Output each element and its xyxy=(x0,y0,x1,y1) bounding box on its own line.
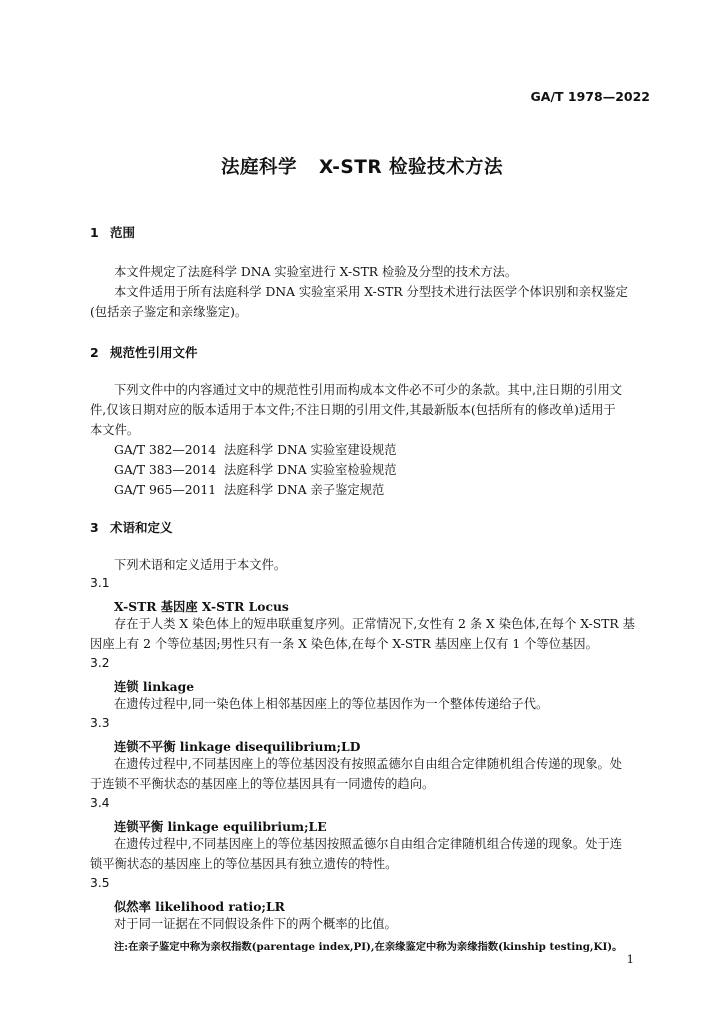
section3-number: 3 xyxy=(90,520,99,535)
section3-intro: 下列术语和定义适用于本文件。 xyxy=(114,558,287,572)
reference-title: 法庭科学 DNA 实验室建设规范 xyxy=(224,443,397,457)
section1-para2-line1: 本文件适用于所有法庭科学 DNA 实验室采用 X-STR 分型技术进行法医学个体识别和亲权鉴定 xyxy=(114,285,628,299)
term-definition-line2: 锁平衡状态的基因座上的等位基因具有独立遗传的特性。 xyxy=(90,857,398,871)
term-definition-line2: 因座上有 2 个等位基因;男性只有一条 X 染色体,在每个 X-STR 基因座上仅有 1 个等位基因。 xyxy=(90,637,598,651)
term-name: 连锁不平衡 linkage disequilibrium;LD xyxy=(114,739,361,754)
title-part1: 法庭科学 xyxy=(220,157,297,178)
section2-number: 2 xyxy=(90,345,99,360)
reference-code: GA/T 382—2014 xyxy=(114,443,217,457)
term-number: 3.3 xyxy=(90,716,110,730)
reference-item xyxy=(114,440,397,460)
document-title xyxy=(0,153,724,179)
section2-para-line2: 件,仅该日期对应的版本适用于本文件;不注日期的引用文件,其最新版本(包括所有的修改单)适用于 xyxy=(90,403,616,417)
term-number: 3.4 xyxy=(90,796,110,810)
reference-code: GA/T 965—2011 xyxy=(114,483,217,497)
section3-title: 术语和定义 xyxy=(110,520,173,535)
reference-code: GA/T 383—2014 xyxy=(114,463,217,477)
reference-item xyxy=(114,480,384,500)
section2-title: 规范性引用文件 xyxy=(110,345,198,360)
term-definition-line1: 在遗传过程中,不同基因座上的等位基因没有按照孟德尔自由组合定律随机组合传递的现象。处 xyxy=(114,757,623,771)
reference-item xyxy=(114,460,397,480)
term-number: 3.2 xyxy=(90,656,110,670)
section1-para1: 本文件规定了法庭科学 DNA 实验室进行 X-STR 检验及分型的技术方法。 xyxy=(114,265,518,279)
term-definition-line1: 在遗传过程中,不同基因座上的等位基因按照孟德尔自由组合定律随机组合传递的现象。处于连 xyxy=(114,837,623,851)
section2-heading xyxy=(90,343,198,361)
term-name: 连锁平衡 linkage equilibrium;LE xyxy=(114,819,327,834)
term-note: 注:在亲子鉴定中称为亲权指数(parentage index,PI),在亲缘鉴定中称为亲缘指数(kinship testing,KI)。 xyxy=(114,941,623,953)
term-number: 3.5 xyxy=(90,876,110,890)
term-definition-line2: 于连锁不平衡状态的基因座上的等位基因具有一同遗传的趋向。 xyxy=(90,777,435,791)
term-definition-line1: 存在于人类 X 染色体上的短串联重复序列。正常情况下,女性有 2 条 X 染色体,在每个 X-STR 基 xyxy=(114,617,635,631)
section3-heading xyxy=(90,518,173,536)
title-part2: X-STR 检验技术方法 xyxy=(318,157,504,178)
section1-heading xyxy=(90,223,135,241)
section1-number: 1 xyxy=(90,225,99,240)
section2-para-line3: 本文件。 xyxy=(90,423,140,437)
term-name: 似然率 likelihood ratio;LR xyxy=(114,899,285,914)
page-number: 1 xyxy=(626,952,634,966)
term-name: 连锁 linkage xyxy=(114,679,195,694)
section1-title: 范围 xyxy=(110,225,136,240)
reference-title: 法庭科学 DNA 实验室检验规范 xyxy=(224,463,397,477)
term-definition-line1: 对于同一证据在不同假设条件下的两个概率的比值。 xyxy=(114,917,397,931)
reference-title: 法庭科学 DNA 亲子鉴定规范 xyxy=(224,483,385,497)
section1-para2-line2: (包括亲子鉴定和亲缘鉴定)。 xyxy=(90,305,248,319)
standard-code: GA/T 1978—2022 xyxy=(530,89,650,104)
term-number: 3.1 xyxy=(90,576,110,590)
term-definition-line1: 在遗传过程中,同一染色体上相邻基因座上的等位基因作为一个整体传递给子代。 xyxy=(114,697,549,711)
term-name: X-STR 基因座 X-STR Locus xyxy=(114,599,289,614)
section2-para-line1: 下列文件中的内容通过文中的规范性引用而构成本文件必不可少的条款。其中,注日期的引用文 xyxy=(114,383,623,397)
